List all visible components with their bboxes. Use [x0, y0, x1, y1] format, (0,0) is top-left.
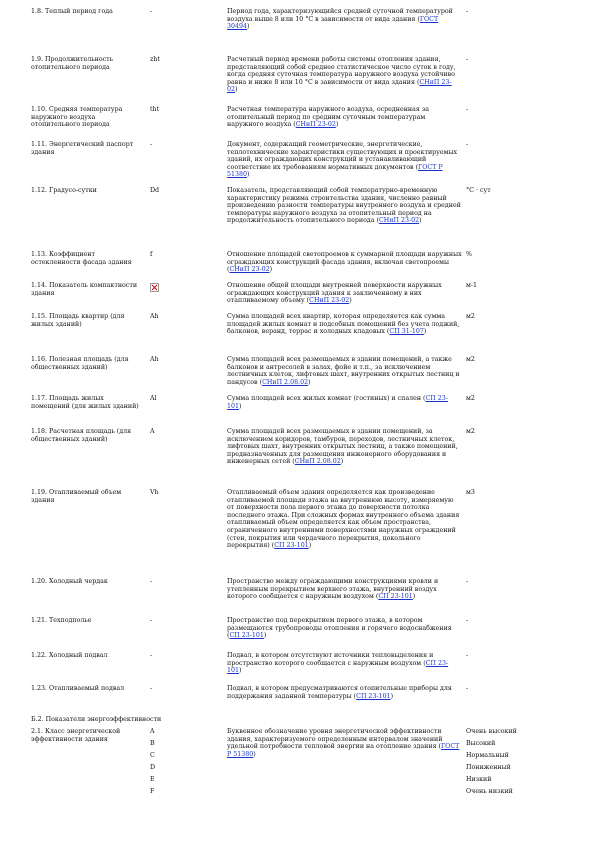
unit-cell: °С · сут [466, 187, 491, 194]
definition-cell: Документ, содержащий геометрические, энергетические, теплотехнические характеристики существующих и проектируемых зданий, их ограждающих конструкций и устанавливающий соответствие их требованиям нормативных документов (ГОСТ Р 51380) [227, 141, 458, 179]
definition-cell: Сумма площадей всех размещаемых в здании помещений, а также балконов и антресолей в залах, фойе и т.п., за исключением лестничных клеток, лифтовых шахт, внутренних открытых лестниц и пандусов (СНиП 2.08.02) [227, 356, 460, 386]
term-cell: 1.13. Коэффициент остекленности фасада здания [31, 251, 132, 266]
term-cell: 1.18. Расчетная площадь (для общественных зданий) [31, 428, 132, 443]
symbol-cell: Ah [150, 313, 159, 320]
reference-link[interactable]: ГОСТ 30494 [227, 15, 439, 31]
term-cell: 2.1. Класс энергетической эффективности здания [31, 728, 121, 743]
reference-link[interactable]: ГОСТ Р 51380 [227, 743, 460, 758]
reference-link[interactable]: СП 23-101 [227, 395, 448, 410]
class-symbol: D [150, 763, 156, 771]
reference-link[interactable]: СНиП 23-02 [378, 217, 420, 225]
section-title: Б.2. Показатели энергоэффективности [31, 716, 162, 723]
symbol-cell: tht [150, 106, 160, 113]
term-cell: 1.8. Теплый период года [31, 8, 113, 15]
definition-cell: Пространство между ограждающими конструкциями кровли и утепленным перекрытием верхнего этажа, внутренний воздух которого сообщается с наружным воздухом (СП 23-101) [227, 578, 439, 601]
reference-link[interactable]: СП 23-101 [229, 632, 264, 640]
class-level: Высокий [466, 739, 496, 747]
class-level: Очень низкий [466, 787, 513, 795]
unit-cell: - [466, 8, 469, 15]
definition-cell: Подвал, в котором предусматриваются отопительные приборы для поддержания заданной температуры (СП 23-101) [227, 685, 452, 700]
symbol-cell: - [150, 578, 153, 585]
symbol-cell: zht [150, 56, 160, 63]
term-cell: 1.16. Полезная площадь (для общественных зданий) [31, 356, 129, 371]
unit-cell: - [466, 652, 469, 659]
definition-cell: Расчетный период времени работы системы отопления здания, представляющий собой среднее статистическое число суток в году, когда средняя суточная температура наружного воздуха устойчиво равна и ниже 8 или 10 °С в зависимости от вида здания (СНиП 23-02) [227, 56, 456, 94]
symbol-cell: Dd [150, 187, 160, 194]
term-cell: 1.12. Градусо-сутки [31, 187, 97, 194]
definition-cell: Показатель, представляющий собой температурно-временную характеристику режима строительства здания, численно равный произведению разности температуры внутреннего воздуха и средней температуры наружного воздуха за отопительный период на продолжительность отопительного периода (СНиП 23-02) [227, 187, 461, 225]
reference-link[interactable]: СНиП 23-02 [227, 78, 452, 94]
class-symbol: E [150, 775, 155, 783]
reference-link[interactable]: СП 23-101 [378, 593, 413, 601]
term-cell: 1.11. Энергетический паспорт здания [31, 141, 134, 156]
class-symbols [150, 728, 210, 800]
symbol-cell: Al [150, 395, 157, 402]
term-cell: 1.14. Показатель компактности здания [31, 282, 138, 297]
reference-link[interactable]: ГОСТ Р 51380 [227, 163, 443, 179]
definition-cell: Отношение площадей светопроемов к суммарной площади наружных ограждающих конструкций фасада здания, включая светопроемы (СНиП 23-02) [227, 251, 462, 274]
symbol-cell: - [150, 685, 153, 692]
unit-cell: м2 [466, 313, 475, 320]
reference-link[interactable]: СНиП 23-02 [229, 266, 270, 274]
symbol-cell: A [150, 428, 155, 435]
unit-cell: - [466, 617, 469, 624]
definition-cell: Отношение общей площади внутренней поверхности наружных ограждающих конструкций здания к заключенному в них отапливаемому объему (СНиП 23-02) [227, 282, 442, 305]
symbol-cell: - [150, 652, 153, 659]
term-cell: 1.15. Площадь квартир (для жилых зданий) [31, 313, 125, 328]
unit-cell: м2 [466, 356, 475, 363]
symbol-cell: Vh [150, 489, 159, 496]
term-cell: 1.10. Средняя температура наружного воздуха отопительного периода [31, 106, 123, 129]
class-level: Нормальный [466, 751, 509, 759]
class-symbol: B [150, 739, 155, 747]
definition-cell: Расчетная температура наружного воздуха, осредненная за отопительный период по средним суточным температурам наружного воздуха (СНиП 23-02) [227, 106, 430, 129]
definition-cell: Буквенное обозначение уровня энергетической эффективности здания, характеризуемого определенным интервалом значений удельной потребности тепловой энергии на отопление здания (ГОСТ Р 51380) [227, 728, 460, 758]
unit-cell: м-1 [466, 282, 478, 289]
definition-cell: Пространство под перекрытием первого этажа, в котором размещаются трубопроводы отопления и горячего водоснабжения (СП 23-101) [227, 617, 452, 640]
definition-cell: Отапливаемый объем здания определяется как произведение отапливаемой площади этажа на внутреннюю высоту, измеряемую от поверхности пола первого этажа до поверхности потолка последнего этажа. При сложных формах внутреннего объема здания отапливаемый объем определяется как объем пространства, ограниченного внутренними поверхностями наружных ограждений (стен, покрытия или чердачного перекрытия, цокольного перекрытия) (СП 23-101) [227, 489, 460, 550]
symbol-cell: - [150, 141, 153, 148]
term-cell: 1.20. Холодный чердак [31, 578, 108, 585]
class-level: Низкий [466, 775, 492, 783]
class-level: Пониженный [466, 763, 511, 771]
reference-link[interactable]: СНиП 23-02 [309, 297, 350, 305]
broken-image-icon [150, 283, 159, 292]
reference-link[interactable]: СНиП 2.08.02 [294, 458, 341, 466]
unit-cell: - [466, 141, 469, 148]
unit-cell: - [466, 106, 469, 113]
definition-cell: Сумма площадей всех жилых комнат (гостиных) и спален (СП 23-101) [227, 395, 448, 410]
class-symbol: A [150, 728, 155, 735]
term-cell: 1.21. Техподполье [31, 617, 92, 624]
class-symbol: F [150, 787, 155, 795]
term-cell: 1.23. Отапливаемый подвал [31, 685, 125, 692]
term-cell: 1.17. Площадь жилых помещений (для жилых зданий) [31, 395, 139, 410]
unit-cell: - [466, 56, 469, 63]
unit-cell: м2 [466, 395, 475, 402]
reference-link[interactable]: СП 23-101 [356, 692, 391, 700]
class-levels [466, 728, 566, 800]
symbol-cell [150, 282, 210, 294]
symbol-cell: - [150, 617, 153, 624]
unit-cell: м3 [466, 489, 475, 496]
symbol-cell: f [150, 251, 153, 258]
class-level: Очень высокий [466, 728, 517, 735]
term-cell: 1.19. Отапливаемый объем здания [31, 489, 122, 504]
reference-link[interactable]: СНиП 2.08.02 [262, 378, 309, 386]
unit-cell: - [466, 685, 469, 692]
symbol-cell: - [150, 8, 153, 15]
class-symbol: C [150, 751, 155, 759]
reference-link[interactable]: СП 31-107 [389, 328, 424, 336]
definition-cell: Подвал, в котором отсутствуют источники тепловыделения и пространство которого сообщается с наружным воздухом (СП 23-101) [227, 652, 449, 675]
unit-cell: м2 [466, 428, 475, 435]
definition-cell: Сумма площадей всех квартир, которая определяется как сумма площадей жилых комнат и подсобных помещений без учета лоджий, балконов, веранд, террас и холодных кладовых (СП 31-107) [227, 313, 460, 336]
definition-cell: Сумма площадей всех размещаемых в здании помещений, за исключением коридоров, тамбуров, переходов, лестничных клеток, лифтовых шахт, внутренних открытых лестниц, а также помещений, предназначенных для размещения инженерного оборудования и инженерных сетей (СНиП 2.08.02) [227, 428, 458, 466]
term-cell: 1.9. Продолжительность отопительного периода [31, 56, 114, 71]
unit-cell: % [466, 251, 472, 258]
reference-link[interactable]: СП 23-101 [227, 659, 449, 675]
unit-cell: - [466, 578, 469, 585]
term-cell: 1.22. Холодный подвал [31, 652, 108, 659]
definition-cell: Период года, характеризующийся средней суточной температурой воздуха выше 8 или 10 °С в зависимости от вида здания (ГОСТ 30494) [227, 8, 453, 31]
symbol-cell: Ah [150, 356, 159, 363]
reference-link[interactable]: СНиП 23-02 [295, 121, 336, 129]
reference-link[interactable]: СП 23-101 [274, 542, 309, 550]
